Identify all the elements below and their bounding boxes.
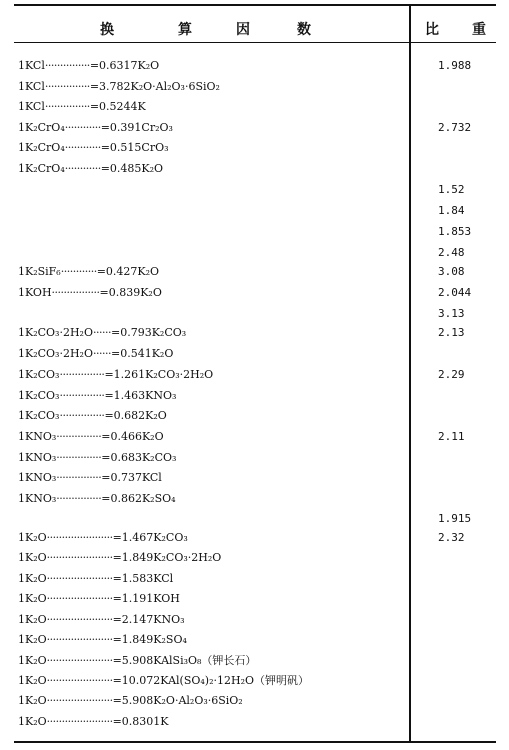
conversion-row <box>18 118 404 138</box>
conversion-row <box>18 448 404 468</box>
row-leader-dots: ······················ <box>46 694 113 707</box>
conversion-row <box>18 222 404 242</box>
header-gravity-1: 比 <box>425 22 440 38</box>
row-lhs: 1K₂CrO₄ <box>18 141 65 154</box>
conversion-row <box>18 589 404 609</box>
specific-gravity-value: 2.13 <box>438 326 465 339</box>
row-leader-dots: ············ <box>64 162 101 175</box>
conversion-row <box>18 262 404 282</box>
row-rhs: =0.541K₂O <box>110 347 174 360</box>
conversion-row <box>18 201 404 221</box>
row-rhs: =5.908K₂O·Al₂O₃·6SiO₂ <box>112 694 243 707</box>
row-leader-dots: ············ <box>64 141 101 154</box>
specific-gravity-value: 2.29 <box>438 368 465 381</box>
conversion-row <box>18 56 404 76</box>
specific-gravity-value: 3.13 <box>438 307 465 320</box>
row-rhs: =0.737KCl <box>101 471 162 484</box>
row-rhs: =1.261K₂CO₃·2H₂O <box>104 368 214 381</box>
conversion-row <box>18 365 404 385</box>
row-rhs: =0.485K₂O <box>100 162 164 175</box>
conversion-row <box>18 138 404 158</box>
row-lhs: 1K₂CrO₄ <box>18 162 65 175</box>
conversion-row <box>18 344 404 364</box>
row-lhs: 1KNO₃ <box>18 430 57 443</box>
conversion-row <box>18 323 404 343</box>
conversion-row <box>18 406 404 426</box>
header-conversion-2: 算 <box>178 22 193 38</box>
row-lhs: 1K₂O <box>18 674 47 687</box>
row-rhs: =0.8301K <box>112 715 169 728</box>
row-lhs: 1KNO₃ <box>18 471 57 484</box>
row-rhs: =0.515CrO₃ <box>100 141 169 154</box>
row-leader-dots: ······ <box>93 347 111 360</box>
row-lhs: 1KCl <box>18 100 45 113</box>
conversion-row <box>18 610 404 630</box>
conversion-row <box>18 304 404 324</box>
row-lhs: 1K₂CO₃ <box>18 409 60 422</box>
specific-gravity-value: 1.988 <box>438 59 472 72</box>
conversion-row <box>18 569 404 589</box>
conversion-row <box>18 386 404 406</box>
row-lhs: 1K₂CrO₄ <box>18 121 65 134</box>
row-lhs: 1K₂O <box>18 633 47 646</box>
row-lhs: 1K₂CO₃ <box>18 389 60 402</box>
header-conversion-4: 数 <box>297 22 312 38</box>
row-rhs: =1.849K₂CO₃·2H₂O <box>112 551 222 564</box>
row-rhs: =0.862K₂SO₄ <box>101 492 176 505</box>
conversion-row <box>18 671 404 691</box>
row-lhs: 1K₂CO₃ <box>18 368 60 381</box>
row-leader-dots: ······················ <box>46 531 113 544</box>
row-leader-dots: ················ <box>51 286 100 299</box>
row-leader-dots: ······················ <box>46 674 113 687</box>
row-lhs: 1KCl <box>18 59 45 72</box>
header-conversion-3: 因 <box>236 22 251 38</box>
conversion-row <box>18 509 404 529</box>
row-leader-dots: ······················ <box>46 633 113 646</box>
row-lhs: 1KNO₃ <box>18 451 57 464</box>
conversion-row <box>18 489 404 509</box>
row-lhs: 1K₂O <box>18 572 47 585</box>
specific-gravity-value: 1.853 <box>438 225 472 238</box>
row-rhs: =1.191KOH <box>112 592 180 605</box>
row-leader-dots: ······················ <box>46 613 113 626</box>
row-rhs: =0.6317K₂O <box>89 59 160 72</box>
conversion-row <box>18 691 404 711</box>
row-rhs: =0.391Cr₂O₃ <box>100 121 173 134</box>
row-leader-dots: ······················ <box>46 551 113 564</box>
row-rhs: =0.466K₂O <box>101 430 164 443</box>
row-rhs: =1.849K₂SO₄ <box>112 633 187 646</box>
row-lhs: 1K₂O <box>18 694 47 707</box>
row-leader-dots: ······················ <box>46 654 113 667</box>
specific-gravity-value: 1.52 <box>438 183 465 196</box>
row-rhs: =0.793K₂CO₃ <box>110 326 187 339</box>
row-leader-dots: ··············· <box>59 389 105 402</box>
conversion-row <box>18 427 404 447</box>
row-leader-dots: ······················ <box>46 592 113 605</box>
row-lhs: 1K₂O <box>18 592 47 605</box>
row-rhs: =0.839K₂O <box>99 286 162 299</box>
row-leader-dots: ··············· <box>59 409 105 422</box>
specific-gravity-value: 2.732 <box>438 121 472 134</box>
specific-gravity-value: 2.044 <box>438 286 472 299</box>
row-lhs: 1K₂O <box>18 613 47 626</box>
row-rhs: =10.072KAl(SO₄)₂·12H₂O（钾明矾） <box>112 674 310 687</box>
conversion-row <box>18 548 404 568</box>
row-leader-dots: ············ <box>64 121 101 134</box>
conversion-row <box>18 630 404 650</box>
specific-gravity-value: 3.08 <box>438 265 465 278</box>
specific-gravity-value: 1.915 <box>438 512 472 525</box>
row-rhs: =1.583KCl <box>112 572 174 585</box>
conversion-row <box>18 283 404 303</box>
row-lhs: 1K₂O <box>18 551 47 564</box>
conversion-row <box>18 528 404 548</box>
conversion-row <box>18 468 404 488</box>
specific-gravity-value: 2.11 <box>438 430 465 443</box>
row-leader-dots: ··············· <box>56 430 102 443</box>
row-leader-dots: ······················ <box>46 572 113 585</box>
bottom-rule <box>14 741 496 743</box>
row-leader-dots: ············ <box>60 265 97 278</box>
row-leader-dots: ··············· <box>44 80 90 93</box>
row-rhs: =3.782K₂O·Al₂O₃·6SiO₂ <box>89 80 220 93</box>
conversion-row <box>18 180 404 200</box>
row-lhs: 1K₂SiF₆ <box>18 265 61 278</box>
conversion-row <box>18 159 404 179</box>
row-leader-dots: ··············· <box>56 471 102 484</box>
header-conversion-1: 换 <box>100 22 115 38</box>
row-rhs: =2.147KNO₃ <box>112 613 185 626</box>
conversion-row <box>18 651 404 671</box>
top-rule <box>14 4 496 6</box>
row-lhs: 1K₂CO₃·2H₂O <box>18 326 93 339</box>
row-lhs: 1K₂O <box>18 654 47 667</box>
row-leader-dots: ··············· <box>59 368 105 381</box>
row-rhs: =1.467K₂CO₃ <box>112 531 188 544</box>
row-lhs: 1KNO₃ <box>18 492 57 505</box>
conversion-row <box>18 712 404 732</box>
specific-gravity-value: 2.48 <box>438 246 465 259</box>
row-leader-dots: ··············· <box>44 59 90 72</box>
row-rhs: =0.5244K <box>89 100 146 113</box>
specific-gravity-value: 1.84 <box>438 204 465 217</box>
row-lhs: 1K₂O <box>18 531 47 544</box>
header-gravity-2: 重 <box>472 22 487 38</box>
row-lhs: 1KCl <box>18 80 45 93</box>
specific-gravity-value: 2.32 <box>438 531 465 544</box>
row-leader-dots: ······ <box>93 326 111 339</box>
row-leader-dots: ··············· <box>44 100 90 113</box>
conversion-row <box>18 77 404 97</box>
row-lhs: 1K₂O <box>18 715 47 728</box>
header-rule <box>14 42 496 43</box>
row-rhs: =1.463KNO₃ <box>104 389 177 402</box>
conversion-row <box>18 243 404 263</box>
row-leader-dots: ··············· <box>56 451 102 464</box>
row-leader-dots: ··············· <box>56 492 102 505</box>
row-leader-dots: ······················ <box>46 715 113 728</box>
row-rhs: =0.683K₂CO₃ <box>101 451 177 464</box>
row-rhs: =0.427K₂O <box>96 265 160 278</box>
column-divider <box>409 4 411 743</box>
row-rhs: =0.682K₂O <box>104 409 167 422</box>
row-rhs: =5.908KAlSi₃O₈（钾长石） <box>112 654 257 667</box>
conversion-row <box>18 97 404 117</box>
row-lhs: 1KOH <box>18 286 52 299</box>
row-lhs: 1K₂CO₃·2H₂O <box>18 347 93 360</box>
